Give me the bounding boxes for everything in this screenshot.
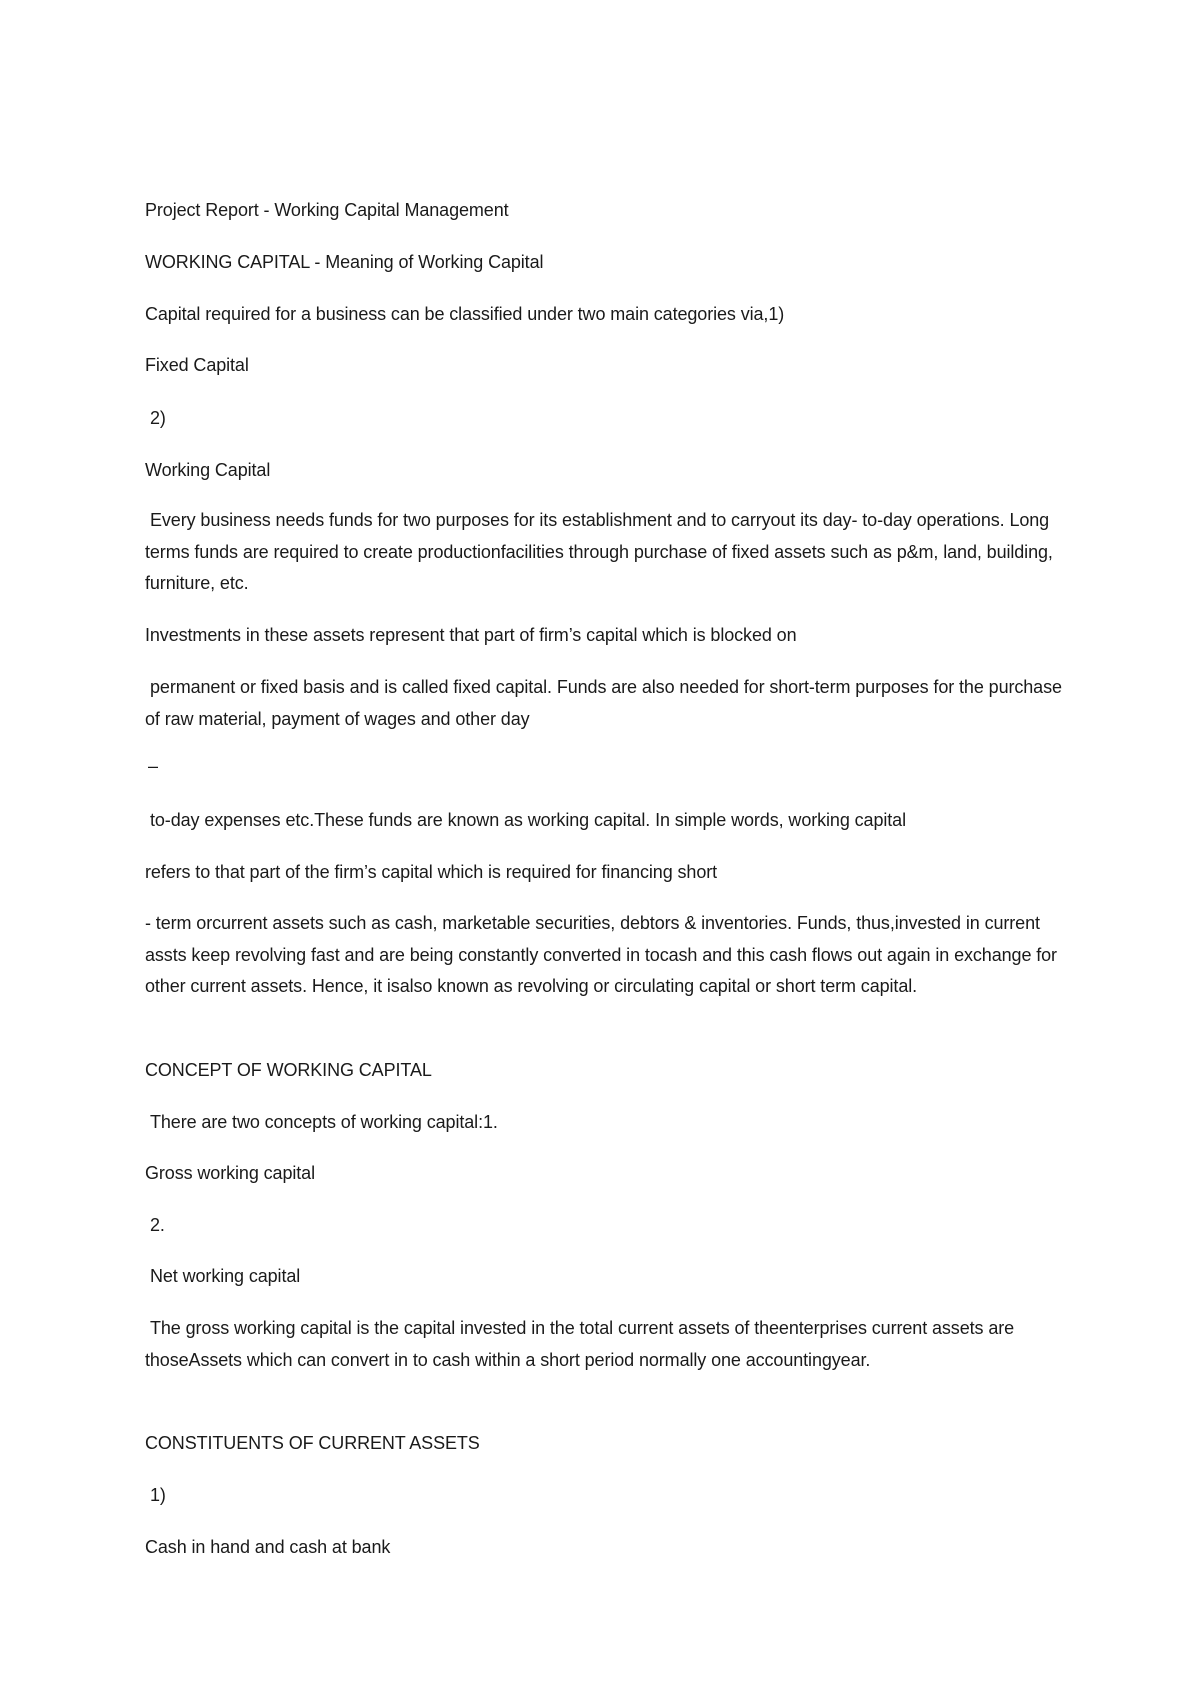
paragraph-business-funds: Every business needs funds for two purposes for its establishment and to carryout its day- to-day operations. Long terms funds are required to create productionfacilities through purchase of fixed assets such as p&m, land, building, furniture, etc. xyxy=(145,510,1053,593)
paragraph-current-assets: - term orcurrent assets such as cash, marketable securities, debtors & inventories. Funds, thus,invested in current assts keep revolving fast and are being constantly converted in tocash and this cash flows out again in exchange for other current assets. Hence, it isalso known as revolving or circulating capital or short term capital. xyxy=(145,913,1057,996)
fixed-capital-item: Fixed Capital xyxy=(145,355,249,375)
list-number-1: 1) xyxy=(150,1485,166,1505)
intro-line: Capital required for a business can be classified under two main categories via,1) xyxy=(145,304,785,324)
cash-item: Cash in hand and cash at bank xyxy=(145,1537,391,1557)
paragraph-fixed-capital: permanent or fixed basis and is called fixed capital. Funds are also needed for short-term purposes for the purchase of raw material, payment of wages and other day xyxy=(145,677,1062,729)
paragraph-gross-working-capital: The gross working capital is the capital invested in the total current assets of theenterprises current assets are thoseAssets which can convert in to cash within a short period normally one accountingyear. xyxy=(145,1318,1015,1370)
list-number-2: 2) xyxy=(150,408,166,428)
net-working-capital-item: Net working capital xyxy=(150,1266,301,1286)
working-capital-item: Working Capital xyxy=(145,460,271,480)
concept-heading: CONCEPT OF WORKING CAPITAL xyxy=(145,1060,432,1080)
investments-line: Investments in these assets represent that part of firm’s capital which is blocked on xyxy=(145,625,797,645)
dash-line: – xyxy=(148,756,158,776)
list-number-2-dot: 2. xyxy=(150,1215,165,1235)
constituents-heading: CONSTITUENTS OF CURRENT ASSETS xyxy=(145,1433,480,1453)
document-title: Project Report - Working Capital Management xyxy=(145,200,509,220)
refers-line: refers to that part of the firm’s capital which is required for financing short xyxy=(145,862,718,882)
gross-working-capital-item: Gross working capital xyxy=(145,1163,315,1183)
document-subtitle: WORKING CAPITAL - Meaning of Working Capital xyxy=(145,252,544,272)
to-day-line: to-day expenses etc.These funds are known as working capital. In simple words, working capital xyxy=(150,810,906,830)
concepts-line: There are two concepts of working capital:1. xyxy=(150,1112,498,1132)
